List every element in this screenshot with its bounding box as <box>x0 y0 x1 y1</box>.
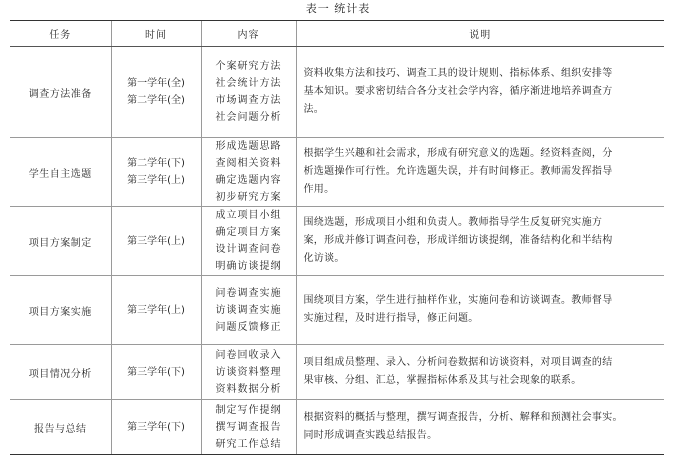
desc-line: 果审核、分组、汇总，掌握指标体系及其与社会现象的联系。 <box>303 375 582 386</box>
time-cell <box>111 400 201 455</box>
content-line: 问题反馈修正 <box>215 321 282 333</box>
desc-cell <box>296 276 664 345</box>
desc-line: 作用。 <box>303 184 335 195</box>
desc-line: 化访谈。 <box>303 253 345 264</box>
header-content: 内容 <box>201 21 296 47</box>
content-line: 撰写调查报告 <box>215 421 282 433</box>
content-line: 成立项目小组 <box>215 210 282 221</box>
content-line: 形成选题思路 <box>215 141 282 152</box>
time-cell <box>111 207 201 276</box>
desc-line: 根据资料的概括与整理，撰写调查报告，分析、解释和预测社会事实。 <box>303 412 623 423</box>
time-line: 第三学年(下) <box>127 421 185 433</box>
task-cell: 项目方案制定 <box>10 207 111 276</box>
content-cell <box>201 276 296 345</box>
desc-line: 资料收集方法和技巧、调查工具的设计规则、指标体系、组织安排等 <box>303 68 613 79</box>
content-line: 制定写作提纲 <box>215 404 282 416</box>
content-line: 访谈调查实施 <box>215 304 282 316</box>
task-cell: 项目方案实施 <box>10 276 111 345</box>
content-line: 查阅相关资料 <box>215 158 282 169</box>
content-line: 市场调查方法 <box>215 95 282 106</box>
table-row <box>10 207 664 276</box>
content-line: 社会统计方法 <box>215 78 282 89</box>
desc-line: 围绕项目方案，学生进行抽样作业，实施问卷和访谈调查。教师督导 <box>303 295 613 306</box>
desc-cell <box>296 138 664 207</box>
content-line: 个案研究方法 <box>215 61 282 72</box>
content-cell <box>201 345 296 400</box>
time-line: 第三学年(上) <box>127 235 185 247</box>
content-line: 确定选题内容 <box>215 175 282 186</box>
content-line: 问卷回收录入 <box>215 349 282 361</box>
table-row <box>10 345 664 400</box>
content-cell <box>201 47 296 138</box>
time-line: 第一学年(全) <box>127 78 185 89</box>
content-line: 设计调查问卷 <box>215 244 282 255</box>
table-row <box>10 47 664 138</box>
content-line: 明确访谈提纲 <box>215 261 282 272</box>
task-cell: 学生自主选题 <box>10 138 111 207</box>
time-line: 第二学年(全) <box>127 95 185 106</box>
header-task: 任务 <box>10 21 111 47</box>
table-row <box>10 400 664 455</box>
content-cell <box>201 207 296 276</box>
task-cell: 调查方法准备 <box>10 47 111 138</box>
header-desc: 说明 <box>296 21 664 47</box>
time-line: 第三学年(上) <box>127 175 185 186</box>
time-cell <box>111 138 201 207</box>
content-line: 社会问题分析 <box>215 112 282 123</box>
header-time: 时间 <box>111 21 201 47</box>
task-cell: 报告与总结 <box>10 400 111 455</box>
time-line: 第二学年(下) <box>127 158 185 169</box>
desc-cell <box>296 207 664 276</box>
desc-cell <box>296 345 664 400</box>
time-line: 第三学年(上) <box>127 304 185 316</box>
content-line: 资料数据分析 <box>215 383 282 395</box>
content-line: 研究工作总结 <box>215 438 282 450</box>
content-line: 问卷调查实施 <box>215 287 282 299</box>
table-caption: 表一 统计表 <box>305 2 371 15</box>
desc-line: 围绕选题，形成项目小组和负责人。教师指导学生反复研究实施方 <box>303 217 603 228</box>
desc-cell <box>296 400 664 455</box>
desc-line: 法。 <box>303 104 325 115</box>
desc-line: 实施过程，及时进行指导，修正问题。 <box>303 313 479 324</box>
time-line: 第三学年(下) <box>127 366 185 378</box>
content-cell <box>201 138 296 207</box>
content-line: 初步研究方案 <box>215 192 282 203</box>
time-cell <box>111 345 201 400</box>
table-row <box>10 276 664 345</box>
desc-line: 案，形成并修订调查问卷，形成详细访谈提纲，准备结构化和半结构 <box>303 235 613 246</box>
desc-cell <box>296 47 664 138</box>
desc-line: 基本知识。要求密切结合各分支社会学内容，循序渐进地培养调查方 <box>303 86 613 97</box>
desc-line: 项目组成员整理、录入、分析问卷数据和访谈资料，对项目调查的结 <box>303 357 613 368</box>
task-cell: 项目情况分析 <box>10 345 111 400</box>
time-cell <box>111 276 201 345</box>
table-row <box>10 138 664 207</box>
content-line: 访谈资料整理 <box>215 366 282 378</box>
content-line: 确定项目方案 <box>215 227 282 238</box>
desc-line: 同时形成调查实践总结报告。 <box>303 430 438 441</box>
content-cell <box>201 400 296 455</box>
time-cell <box>111 47 201 138</box>
desc-line: 根据学生兴趣和社会需求，形成有研究意义的选题。经资料查阅，分 <box>303 148 613 159</box>
desc-line: 析选题操作可行性。允许选题失误，并有时间修正。教师需发挥指导 <box>303 166 613 177</box>
table-header-row <box>10 21 664 47</box>
statistics-table <box>10 20 664 455</box>
